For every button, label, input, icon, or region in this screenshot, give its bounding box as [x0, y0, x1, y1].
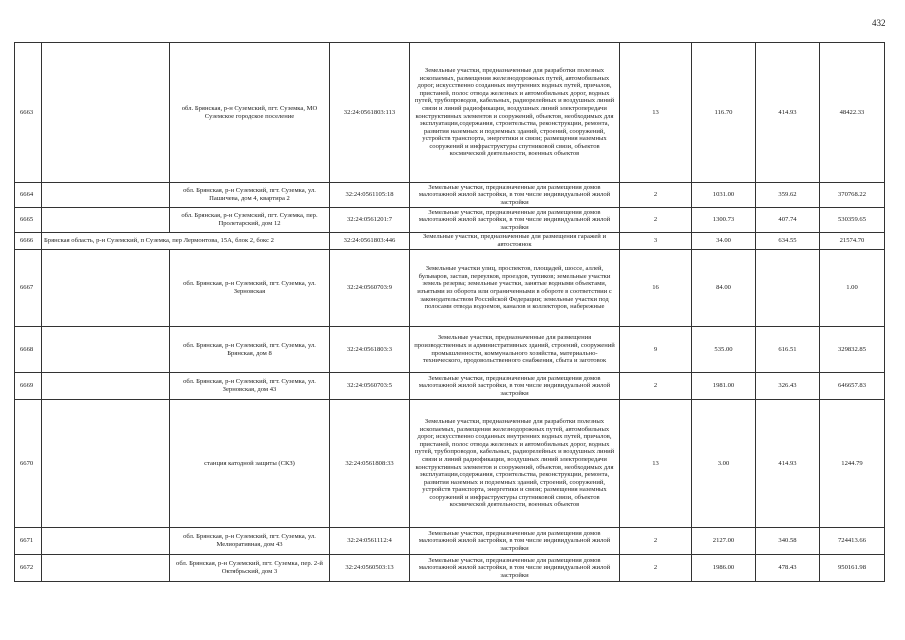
- table-row: [15, 555, 885, 582]
- area-cell: 34.00: [692, 233, 756, 250]
- table-row: [15, 233, 885, 250]
- rate-cell: 478.43: [756, 555, 820, 582]
- cadastral-number-cell: 32:24:0561201:7: [330, 208, 410, 233]
- group-cell: 2: [620, 528, 692, 555]
- address-cell: обл. Брянская, р-н Суземский, пгт. Суземка, пер. 2-й Октябрьский, дом 3: [170, 555, 330, 582]
- rate-cell: 340.58: [756, 528, 820, 555]
- cadastral-value-cell: 646657.83: [820, 373, 885, 400]
- spacer-cell: [42, 373, 170, 400]
- cadastral-number-cell: 32:24:0561803:446: [330, 233, 410, 250]
- table-row: [15, 400, 885, 528]
- cadastral-value-cell: 1.00: [820, 250, 885, 327]
- spacer-cell: [42, 43, 170, 183]
- cadastral-number-cell: 32:24:0561112:4: [330, 528, 410, 555]
- rate-cell: [756, 250, 820, 327]
- table-row: [15, 373, 885, 400]
- row-number: 6670: [15, 400, 42, 528]
- cadastral-number-cell: 32:24:0561803:3: [330, 327, 410, 373]
- area-cell: 3.00: [692, 400, 756, 528]
- address-cell: обл. Брянская, р-н Суземский, пгт. Суземка, ул. Зерновская, дом 43: [170, 373, 330, 400]
- table-row: [15, 43, 885, 183]
- group-cell: 13: [620, 43, 692, 183]
- spacer-cell: [42, 183, 170, 208]
- address-cell: обл. Брянская, р-н Суземский, пгт. Суземка, ул. Брянская, дом 8: [170, 327, 330, 373]
- group-cell: 2: [620, 373, 692, 400]
- rate-cell: 634.55: [756, 233, 820, 250]
- table-row: [15, 250, 885, 327]
- cadastral-number-cell: 32:24:0560703:9: [330, 250, 410, 327]
- group-cell: 2: [620, 555, 692, 582]
- cadastral-value-cell: 48422.33: [820, 43, 885, 183]
- land-use-cell: Земельные участки, предназначенные для размещения домов малоэтажной жилой застройки, в том числе индивидуальной жилой застройки: [410, 555, 620, 582]
- address-cell: обл. Брянская, р-н Суземский, пгт. Суземка, пер. Пролетарский, дом 12: [170, 208, 330, 233]
- land-use-cell: Земельные участки, предназначенные для размещения производственных и административных зданий, строений, сооружений промышленности, коммунального хозяйства, материально-технического, продовольственного снабжения, сбыта и заготовок: [410, 327, 620, 373]
- row-number: 6667: [15, 250, 42, 327]
- cadastral-value-cell: 530359.65: [820, 208, 885, 233]
- area-cell: 1981.00: [692, 373, 756, 400]
- table-row: [15, 327, 885, 373]
- spacer-cell: [42, 555, 170, 582]
- land-use-cell: Земельные участки, предназначенные для размещения гаражей и автостоянок: [410, 233, 620, 250]
- area-cell: 535.00: [692, 327, 756, 373]
- area-cell: 1300.73: [692, 208, 756, 233]
- rate-cell: 407.74: [756, 208, 820, 233]
- land-use-cell: Земельные участки, предназначенные для размещения домов малоэтажной жилой застройки, в том числе индивидуальной жилой застройки: [410, 208, 620, 233]
- land-registry-table: [14, 42, 885, 582]
- area-cell: 2127.00: [692, 528, 756, 555]
- cadastral-value-cell: 329832.85: [820, 327, 885, 373]
- area-cell: 84.00: [692, 250, 756, 327]
- address-cell: обл. Брянская, р-н Суземский, пгт. Суземка, ул. Пашичева, дом 4, квартира 2: [170, 183, 330, 208]
- table-row: [15, 208, 885, 233]
- address-cell: станция катодной защиты (СКЗ): [170, 400, 330, 528]
- land-use-cell: Земельные участки, предназначенные для размещения домов малоэтажной жилой застройки, в том числе индивидуальной жилой застройки: [410, 528, 620, 555]
- cadastral-value-cell: 1244.79: [820, 400, 885, 528]
- spacer-cell: [42, 208, 170, 233]
- row-number: 6672: [15, 555, 42, 582]
- cadastral-number-cell: 32:24:0560703:5: [330, 373, 410, 400]
- row-number: 6665: [15, 208, 42, 233]
- cadastral-value-cell: 724413.66: [820, 528, 885, 555]
- area-cell: 1986.00: [692, 555, 756, 582]
- cadastral-number-cell: 32:24:0561808:33: [330, 400, 410, 528]
- group-cell: 9: [620, 327, 692, 373]
- cadastral-number-cell: 32:24:0560503:13: [330, 555, 410, 582]
- address-cell: обл. Брянская, р-н Суземский, пгт. Суземка, МО Суземское городское поселение: [170, 43, 330, 183]
- land-use-cell: Земельные участки, предназначенные для разработки полезных ископаемых, размещения железнодорожных путей, автомобильных дорог, искусственно созданных внутренних водных путей, причалов, пристаней, полос отвода железных и автомобильных дорог, водных путей, трубопроводов, кабельных, радиорелейных и воздушных линий связи и линий радиофикации, воздушных линий электропередачи конструктивных элементов и сооружений, объектов, необходимых для эксплуатации,содержания, строительства, реконструкции, ремонта, развития наземных и подземных зданий, строений, сооружений, устройств транспорта, энергетики и связи; размещения наземных сооружений и инфраструктуры спутниковой связи, объектов космической деятельности, военных объектов: [410, 43, 620, 183]
- area-cell: 1031.00: [692, 183, 756, 208]
- page-number: 432: [872, 18, 886, 28]
- row-number: 6666: [15, 233, 42, 250]
- row-number: 6668: [15, 327, 42, 373]
- spacer-cell: [42, 327, 170, 373]
- row-number: 6664: [15, 183, 42, 208]
- cadastral-value-cell: 21574.70: [820, 233, 885, 250]
- group-cell: 2: [620, 183, 692, 208]
- land-use-cell: Земельные участки улиц, проспектов, площадей, шоссе, аллей, бульваров, застав, переулков, проездов, тупиков; земельные участки земель резерва; земельные участки, занятые водными объектами, изъятыми из оборота или ограниченными в обороте в соответствии с законодательством Российской Федерации; земельные участки под полосами отвода водоемов, каналов и коллекторов, набережные: [410, 250, 620, 327]
- area-cell: 116.70: [692, 43, 756, 183]
- row-number: 6671: [15, 528, 42, 555]
- group-cell: 16: [620, 250, 692, 327]
- spacer-cell: [42, 400, 170, 528]
- rate-cell: 326.43: [756, 373, 820, 400]
- row-number: 6669: [15, 373, 42, 400]
- land-use-cell: Земельные участки, предназначенные для размещения домов малоэтажной жилой застройки, в том числе индивидуальной жилой застройки: [410, 373, 620, 400]
- rate-cell: 359.62: [756, 183, 820, 208]
- cadastral-value-cell: 370768.22: [820, 183, 885, 208]
- table-row: [15, 183, 885, 208]
- group-cell: 2: [620, 208, 692, 233]
- address-cell: обл. Брянская, р-н Суземский, пгт. Суземка, ул. Мелиоративная, дом 43: [170, 528, 330, 555]
- rate-cell: 616.51: [756, 327, 820, 373]
- row-number: 6663: [15, 43, 42, 183]
- land-use-cell: Земельные участки, предназначенные для разработки полезных ископаемых, размещения железнодорожных путей, автомобильных дорог, искусственно созданных внутренних водных путей, причалов, пристаней, полос отвода железных и автомобильных дорог, водных путей, трубопроводов, кабельных, радиорелейных и воздушных линий связи и линий радиофикации, воздушных линий электропередачи конструктивных элементов и сооружений, объектов, необходимых для эксплуатации,содержания, строительства, реконструкции, ремонта, развития наземных и подземных зданий, строений, сооружений, устройств транспорта, энергетики и связи; размещения наземных сооружений и инфраструктуры спутниковой связи, объектов космической деятельности, военных объектов: [410, 400, 620, 528]
- group-cell: 3: [620, 233, 692, 250]
- land-use-cell: Земельные участки, предназначенные для размещения домов малоэтажной жилой застройки, в том числе индивидуальной жилой застройки: [410, 183, 620, 208]
- cadastral-number-cell: 32:24:0561803:113: [330, 43, 410, 183]
- address-cell: обл. Брянская, р-н Суземский, пгт. Суземка, ул. Зерновская: [170, 250, 330, 327]
- spacer-cell: [42, 250, 170, 327]
- cadastral-value-cell: 950161.98: [820, 555, 885, 582]
- spacer-cell: [42, 528, 170, 555]
- rate-cell: 414.93: [756, 400, 820, 528]
- address-cell: Брянская область, р-н Суземский, п Суземка, пер Лермонтова, 15А, блок 2, бокс 2: [42, 233, 330, 250]
- cadastral-number-cell: 32:24:0561105:18: [330, 183, 410, 208]
- table-row: [15, 528, 885, 555]
- rate-cell: 414.93: [756, 43, 820, 183]
- group-cell: 13: [620, 400, 692, 528]
